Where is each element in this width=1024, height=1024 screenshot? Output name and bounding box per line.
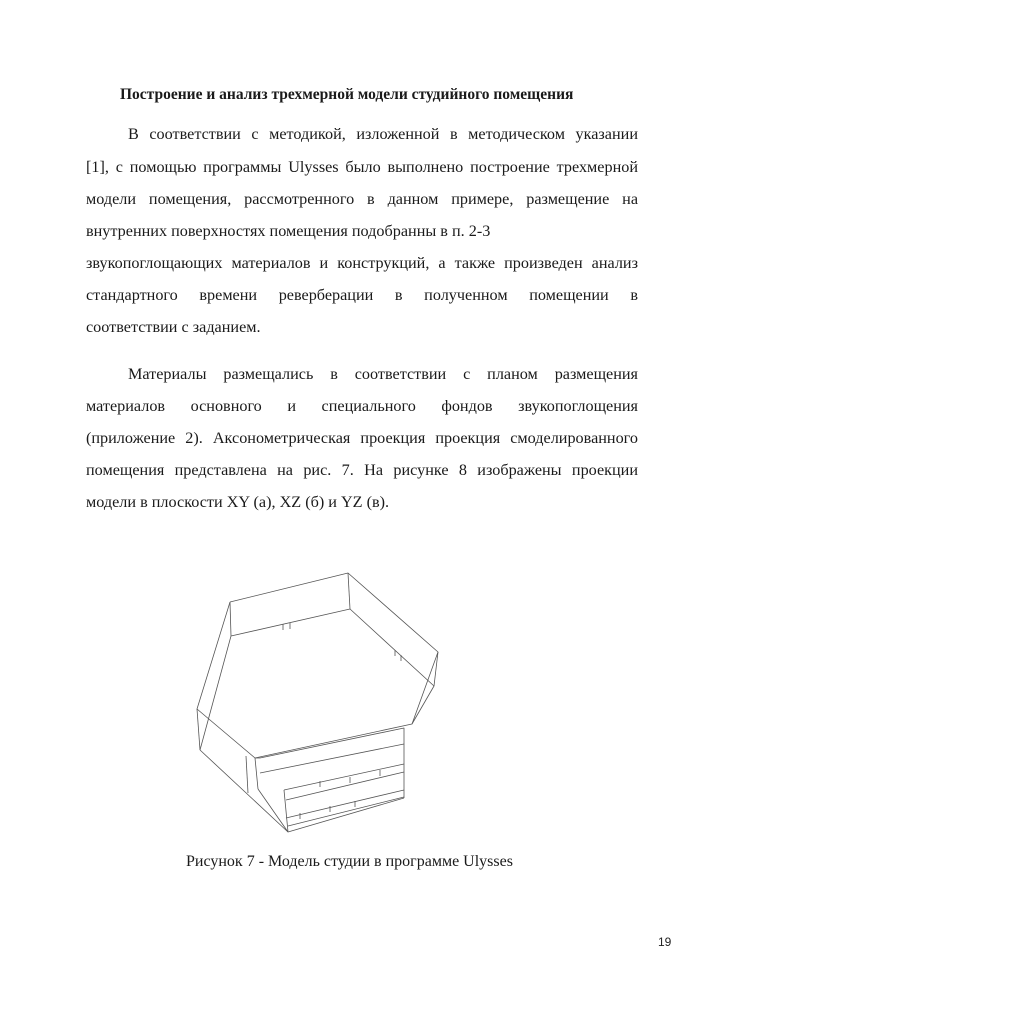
paragraph-1-line-6: стандартного времени реверберации в полученном помещении в <box>86 286 638 304</box>
paragraph-1-line-2: [1], с помощью программы Ulysses было выполнено построение трехмерной <box>86 158 638 176</box>
paragraph-1-line-1: В соответствии с методикой, изложенной в методическом указании <box>128 125 638 143</box>
paragraph-1-line-4: внутренних поверхностях помещения подобранны в п. 2-3 <box>86 222 491 240</box>
paragraph-1-line-3: модели помещения, рассмотренного в данном примере, размещение на <box>86 190 638 208</box>
paragraph-2-line-2: материалов основного и специального фондов звукопоглощения <box>86 397 638 415</box>
section-heading: Построение и анализ трехмерной модели студийного помещения <box>120 86 574 103</box>
paragraph-1-line-5: звукопоглощающих материалов и конструкций, а также произведен анализ <box>86 254 638 272</box>
paragraph-2-line-4: помещения представлена на рис. 7. На рисунке 8 изображены проекции <box>86 461 638 479</box>
studio-model-figure <box>190 565 450 840</box>
figure-caption: Рисунок 7 - Модель студии в программе Ulysses <box>186 853 513 870</box>
paragraph-2-line-5: модели в плоскости XY (а), XZ (б) и YZ (в). <box>86 493 390 511</box>
paragraph-1-line-7: соответствии с заданием. <box>86 318 261 336</box>
page-number: 19 <box>658 935 672 949</box>
paragraph-2-line-1: Материалы размещались в соответствии с планом размещения <box>128 365 638 383</box>
paragraph-2-line-3: (приложение 2). Аксонометрическая проекция проекция смоделированного <box>86 429 638 447</box>
